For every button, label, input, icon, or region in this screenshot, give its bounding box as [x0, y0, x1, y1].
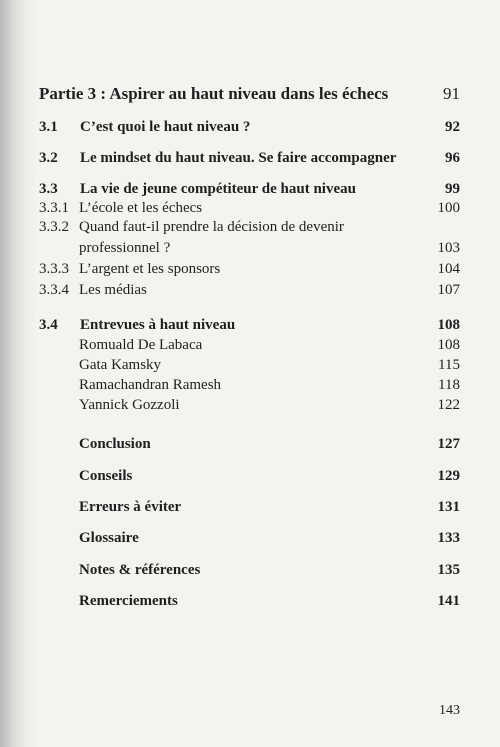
- part-title: Partie 3 : Aspirer au haut niveau dans les échecs: [39, 84, 389, 103]
- toc-entry-page: 131: [437, 499, 460, 515]
- toc-entry-number: 3.4: [39, 317, 58, 333]
- toc-entry-page: 118: [438, 377, 460, 393]
- toc-entry-title: Entrevues à haut niveau: [80, 317, 236, 333]
- toc-entry-title: Notes & références: [79, 562, 201, 578]
- toc-entry-page: 115: [438, 357, 460, 373]
- toc-entry-title: Les médias: [79, 282, 147, 298]
- toc-entry-page: 122: [437, 397, 460, 413]
- toc-entry-page: 141: [437, 593, 460, 609]
- toc-entry-page: 135: [437, 562, 460, 578]
- toc-entry-page: 127: [437, 436, 460, 452]
- toc-entry-page: 107: [437, 282, 460, 298]
- toc-entry-page: 96: [445, 150, 460, 166]
- toc-entry-title: Glossaire: [79, 530, 139, 546]
- toc-entry-title: Quand faut-il prendre la décision de devenir: [79, 219, 344, 235]
- toc-entry-title: Gata Kamsky: [79, 357, 162, 373]
- toc-entry-number: 3.3.2: [39, 219, 69, 235]
- toc-entry-title: Erreurs à éviter: [79, 499, 182, 515]
- toc-entry-title: C’est quoi le haut niveau ?: [80, 119, 251, 135]
- toc-entry-title: Ramachandran Ramesh: [79, 377, 222, 393]
- toc-entry-number: 3.1: [39, 119, 58, 135]
- toc-entry-title: L’école et les échecs: [79, 200, 203, 216]
- toc-entry-number: 3.3.3: [39, 261, 69, 277]
- toc-entry-number: 3.3.1: [39, 200, 69, 216]
- toc-entry-title: Yannick Gozzoli: [79, 397, 180, 413]
- toc-entry-title: Remerciements: [79, 593, 178, 609]
- toc-entry-page: 133: [437, 530, 460, 546]
- toc-entry-title: Le mindset du haut niveau. Se faire accompagner: [80, 150, 397, 166]
- part-page-number: 91: [443, 84, 460, 103]
- page-folio: 143: [439, 703, 460, 718]
- toc-entry-title: Romuald De Labaca: [79, 337, 203, 353]
- toc-entry-number: 3.2: [39, 150, 58, 166]
- toc-entry-title: La vie de jeune compétiteur de haut niveau: [80, 181, 356, 197]
- toc-entry-page: 92: [445, 119, 460, 135]
- toc-entry-page: 100: [437, 200, 460, 216]
- toc-entry-title: Conclusion: [79, 436, 151, 452]
- toc-entry-page: 129: [437, 468, 460, 484]
- toc-entry-number: 3.3.4: [39, 282, 69, 298]
- toc-entry-title: L’argent et les sponsors: [79, 261, 221, 277]
- toc-entry-title: professionnel ?: [79, 240, 171, 256]
- toc-entry-page: 108: [437, 337, 460, 353]
- toc-entry-page: 104: [437, 261, 460, 277]
- toc-entry-page: 99: [445, 181, 460, 197]
- toc-entry-page: 103: [437, 240, 460, 256]
- toc-entry-title: Conseils: [79, 468, 133, 484]
- toc-entry-page: 108: [437, 317, 460, 333]
- toc-entry-number: 3.3: [39, 181, 58, 197]
